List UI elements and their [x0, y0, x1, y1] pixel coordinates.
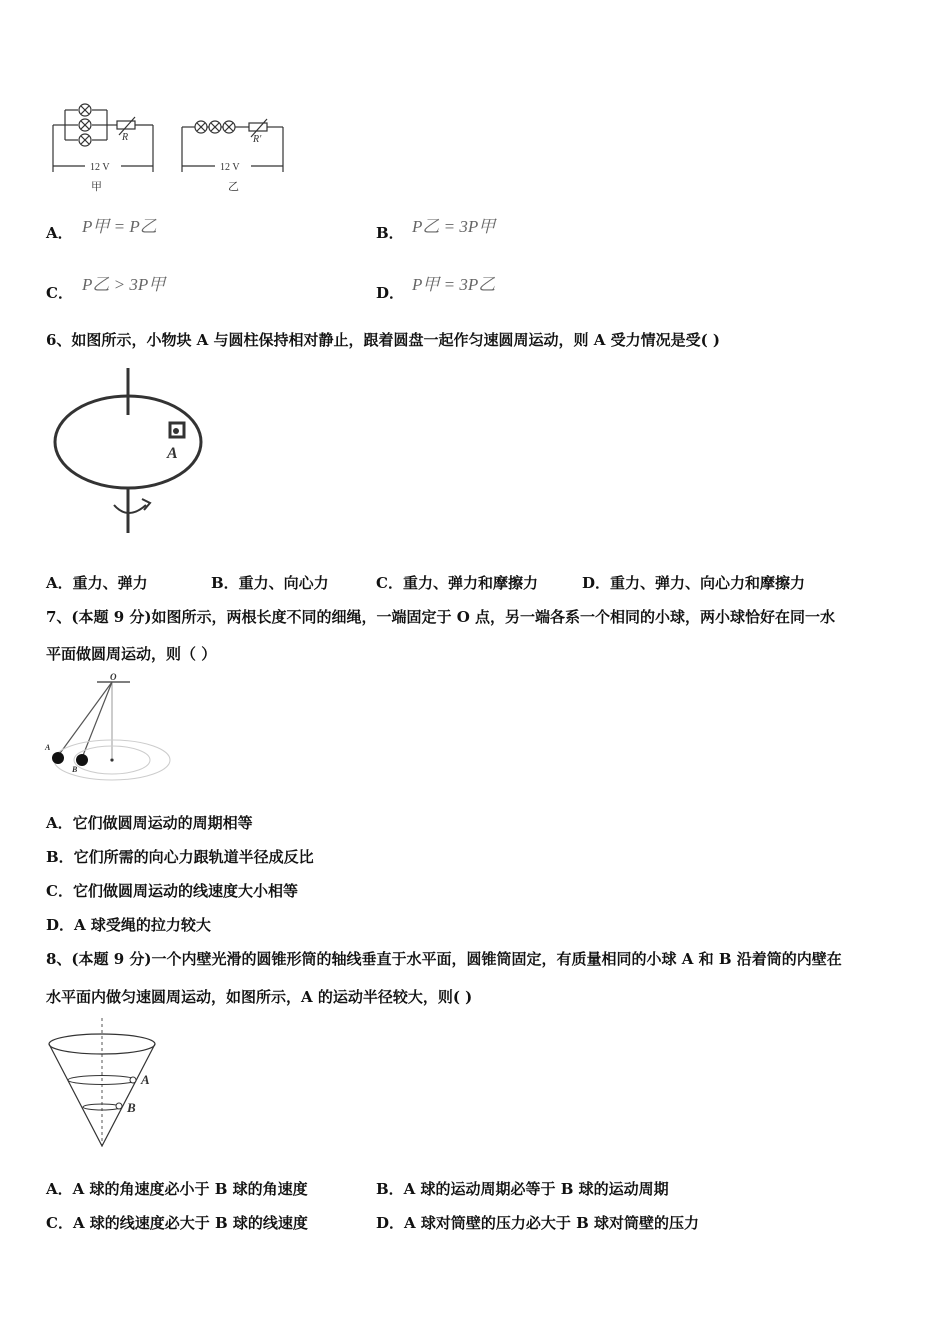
q5-option-c [46, 282, 73, 303]
q7-option-b: B．它们所需的向心力跟轨道半径成反比 [46, 848, 314, 866]
voltage-left-label: 12 V [90, 162, 110, 173]
q8-option-d: D．A 球对筒壁的压力必大于 B 球对筒壁的压力 [376, 1214, 699, 1232]
q7-figure-pendulums [42, 672, 177, 787]
q5-option-b [376, 222, 404, 243]
q6-figure-disk [50, 365, 210, 540]
q7-label-a: A [45, 743, 51, 752]
q5-option-c-formula: P乙 > 3P甲 [82, 275, 166, 294]
q5-option-b-letter: B． [376, 224, 404, 242]
q6-option-d: D．重力、弹力、向心力和摩擦力 [582, 574, 806, 592]
resistor-right-label: R' [253, 134, 262, 145]
circuit-right-label: 乙 [228, 181, 239, 193]
q7-option-c: C．它们做圆周运动的线速度大小相等 [46, 882, 298, 900]
q8-option-a: A．A 球的角速度必小于 B 球的角速度 [46, 1180, 308, 1198]
q6-option-a: A．重力、弹力 [46, 574, 148, 592]
q7-label-b: B [72, 765, 78, 774]
q5-option-a-letter: A． [46, 224, 73, 242]
circuit-diagrams [45, 90, 295, 200]
q7-stem-line2: 平面做圆周运动，则（ ） [46, 645, 217, 663]
q8-figure-cone [42, 1016, 167, 1151]
q8-stem-line2: 水平面内做匀速圆周运动，如图所示，A 的运动半径较大，则( ) [46, 988, 473, 1006]
q7-option-d: D．A 球受绳的拉力较大 [46, 916, 211, 934]
q8-stem-line1: 8、(本题 9 分)一个内壁光滑的圆锥形筒的轴线垂直于水平面，圆锥筒固定，有质量相同的小球 A 和 B 沿着筒的内壁在 [46, 950, 842, 968]
q7-option-a: A．它们做圆周运动的周期相等 [46, 814, 253, 832]
q5-option-d-letter: D． [376, 284, 405, 302]
q5-option-a [46, 222, 73, 243]
q5-option-d [376, 282, 404, 303]
circuit-left-label: 甲 [91, 181, 102, 193]
q8-label-b: B [127, 1100, 136, 1115]
resistor-left-label: R [122, 132, 129, 143]
q5-option-c-letter: C． [46, 284, 73, 302]
q6-stem: 6、如图所示，小物块 A 与圆柱保持相对静止，跟着圆盘一起作匀速圆周运动，则 A 受力情况是受( ) [46, 331, 721, 349]
q5-option-d-formula: P甲 = 3P乙 [412, 275, 496, 294]
q6-figure-label: A [167, 445, 178, 462]
q5-option-b-formula: P乙 = 3P甲 [412, 217, 496, 236]
q8-option-c: C．A 球的线速度必大于 B 球的线速度 [46, 1214, 308, 1232]
q8-label-a: A [141, 1072, 150, 1087]
q8-option-b: B．A 球的运动周期必等于 B 球的运动周期 [376, 1180, 669, 1198]
q6-option-c: C．重力、弹力和摩擦力 [376, 574, 538, 592]
q7-label-o: O [110, 672, 117, 682]
q5-option-a-formula: P甲 = P乙 [82, 217, 157, 236]
q6-option-b: B．重力、向心力 [211, 574, 329, 592]
q7-stem-line1: 7、(本题 9 分)如图所示，两根长度不同的细绳，一端固定于 O 点，另一端各系一个相同的小球，两小球恰好在同一水 [46, 608, 836, 626]
voltage-right-label: 12 V [220, 162, 240, 173]
